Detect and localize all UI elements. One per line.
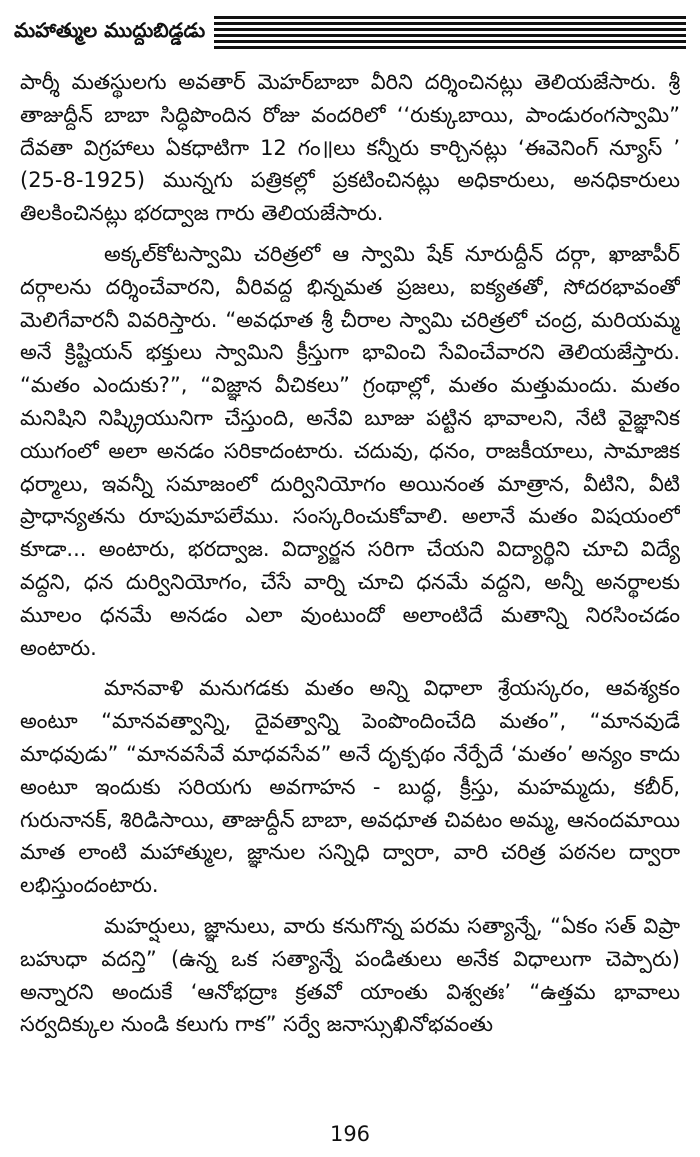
header-rule: [214, 46, 686, 49]
paragraph: పార్శీ మతస్థులగు అవతార్ మెహర్‌బాబా వీరిని దర్శించినట్లు తెలియజేసారు. శ్రీ తాజుద్దీన్ బాబా సిద్ధిపొందిన రోజు వందరిలో ‘‘రుక్కుబాయి, పాండురంగస్వామి” దేవతా విగ్రహాలు ఏకధాటిగా 12 గం॥లు కన్నీరు కార్చినట్లు ‘ఈవెనింగ్ న్యూస్ ’ (25-8-1925) మున్నగు పత్రికల్లో ప్రకటించినట్లు అధికారులు, అనధికారులు తిలకించినట్లు భరద్వాజ గారు తెలియజేసారు.: [20, 70, 680, 226]
header-rule: [214, 40, 686, 43]
running-title: మహాత్ముల ముద్దుబిడ్డడు: [14, 18, 206, 42]
body-text: [20, 66, 680, 1076]
page-number: 196: [329, 1122, 371, 1146]
header-rule: [214, 16, 686, 19]
header-rule: [214, 34, 686, 37]
paragraph: మహర్షులు, జ్ఞానులు, వారు కనుగొన్న పరమ సత్యాన్నే, “ఏకం సత్ విప్రా బహుధా వదన్తి” (ఉన్న ఒక సత్యాన్నే పండితులు అనేక విధాలుగా చెప్పారు) అన్నారని అందుకే ‘ఆనోభద్రాః క్రతవో యాంతు విశ్వతః’ “ఉత్తమ భావాలు సర్వదిక్కుల నుండి కలుగు గాక” సర్వే జనాస్సుఖినోభవంతు: [20, 913, 680, 1037]
paragraph: మానవాళి మనుగడకు మతం అన్ని విధాలా శ్రేయస్కరం, ఆవశ్యకం అంటూ “మానవత్వాన్ని, దైవత్వాన్ని పెంపొందించేది మతం”, “మానవుడే మాధవుడు” “మానవసేవే మాధవసేవ” అనే దృక్పథం నేర్పేదే ‘మతం’ అన్యం కాదు అంటూ ఇందుకు సరియగు అవగాహన - బుద్ధ, క్రీస్తు, మహమ్మదు, కబీర్, గురునానక్, శిరిడిసాయి, తాజుద్దీన్ బాబా, అవధూత చివటం అమ్మ, ఆనందమాయి మాత లాంటి మహాత్ముల, జ్ఞానుల సన్నిధి ద్వారా, వారి చరిత్ర పఠనల ద్వారా లభిస్తుందంటారు.: [20, 676, 680, 898]
header-rule: [214, 22, 686, 25]
header-rules: [214, 16, 686, 50]
header-rule: [214, 28, 686, 31]
paragraph: అక్కల్‌కోటస్వామి చరిత్రలో ఆ స్వామి షేక్ నూరుద్దీన్ దర్గా, ఖాజాపీర్ దర్గాలను దర్శించేవారని, వీరివద్ద భిన్నమత ప్రజలు, ఐక్యతతో, సోదరభావంతో మెలిగేవారనీ వివరిస్తారు. “అవధూత శ్రీ చీరాల స్వామి చరిత్రలో చంద్ర, మరియమ్మ అనే క్రిష్టియన్ భక్తులు స్వామిని క్రీస్తుగా భావించి సేవించేవారని తెలియజేస్తారు. “మతం ఎందుకు?”, “విజ్ఞాన వీచికలు” గ్రంథాల్లో, మతం మత్తుమందు. మతం మనిషిని నిష్క్రియునిగా చేస్తుంది, అనేవి బూజు పట్టిన భావాలని, నేటి వైజ్ఞానిక యుగంలో అలా అనడం సరికాదంటారు. చదువు, ధనం, రాజకీయాలు, సామాజిక ధర్మాలు, ఇవన్నీ సమాజంలో దుర్వినియోగం అయినంత మాత్రాన, వీటిని, వీటి ప్రాధాన్యతను రూపుమాపలేము. సంస్కరించుకోవాలి. అలానే మతం విషయంలో కూడా... అంటారు, భరద్వాజ. విద్యార్జన సరిగా చేయని విద్యార్థిని చూచి విద్యే వద్దని, ధన దుర్వినియోగం, చేసే వార్ని చూచి ధనమే వద్దని, అన్నీ అనర్థాలకు మూలం ధనమే అనడం ఎలా వుంటుందో అలాంటిదే మతాన్ని నిరసించడం అంటారు.: [20, 241, 680, 660]
page-header: [14, 10, 686, 56]
